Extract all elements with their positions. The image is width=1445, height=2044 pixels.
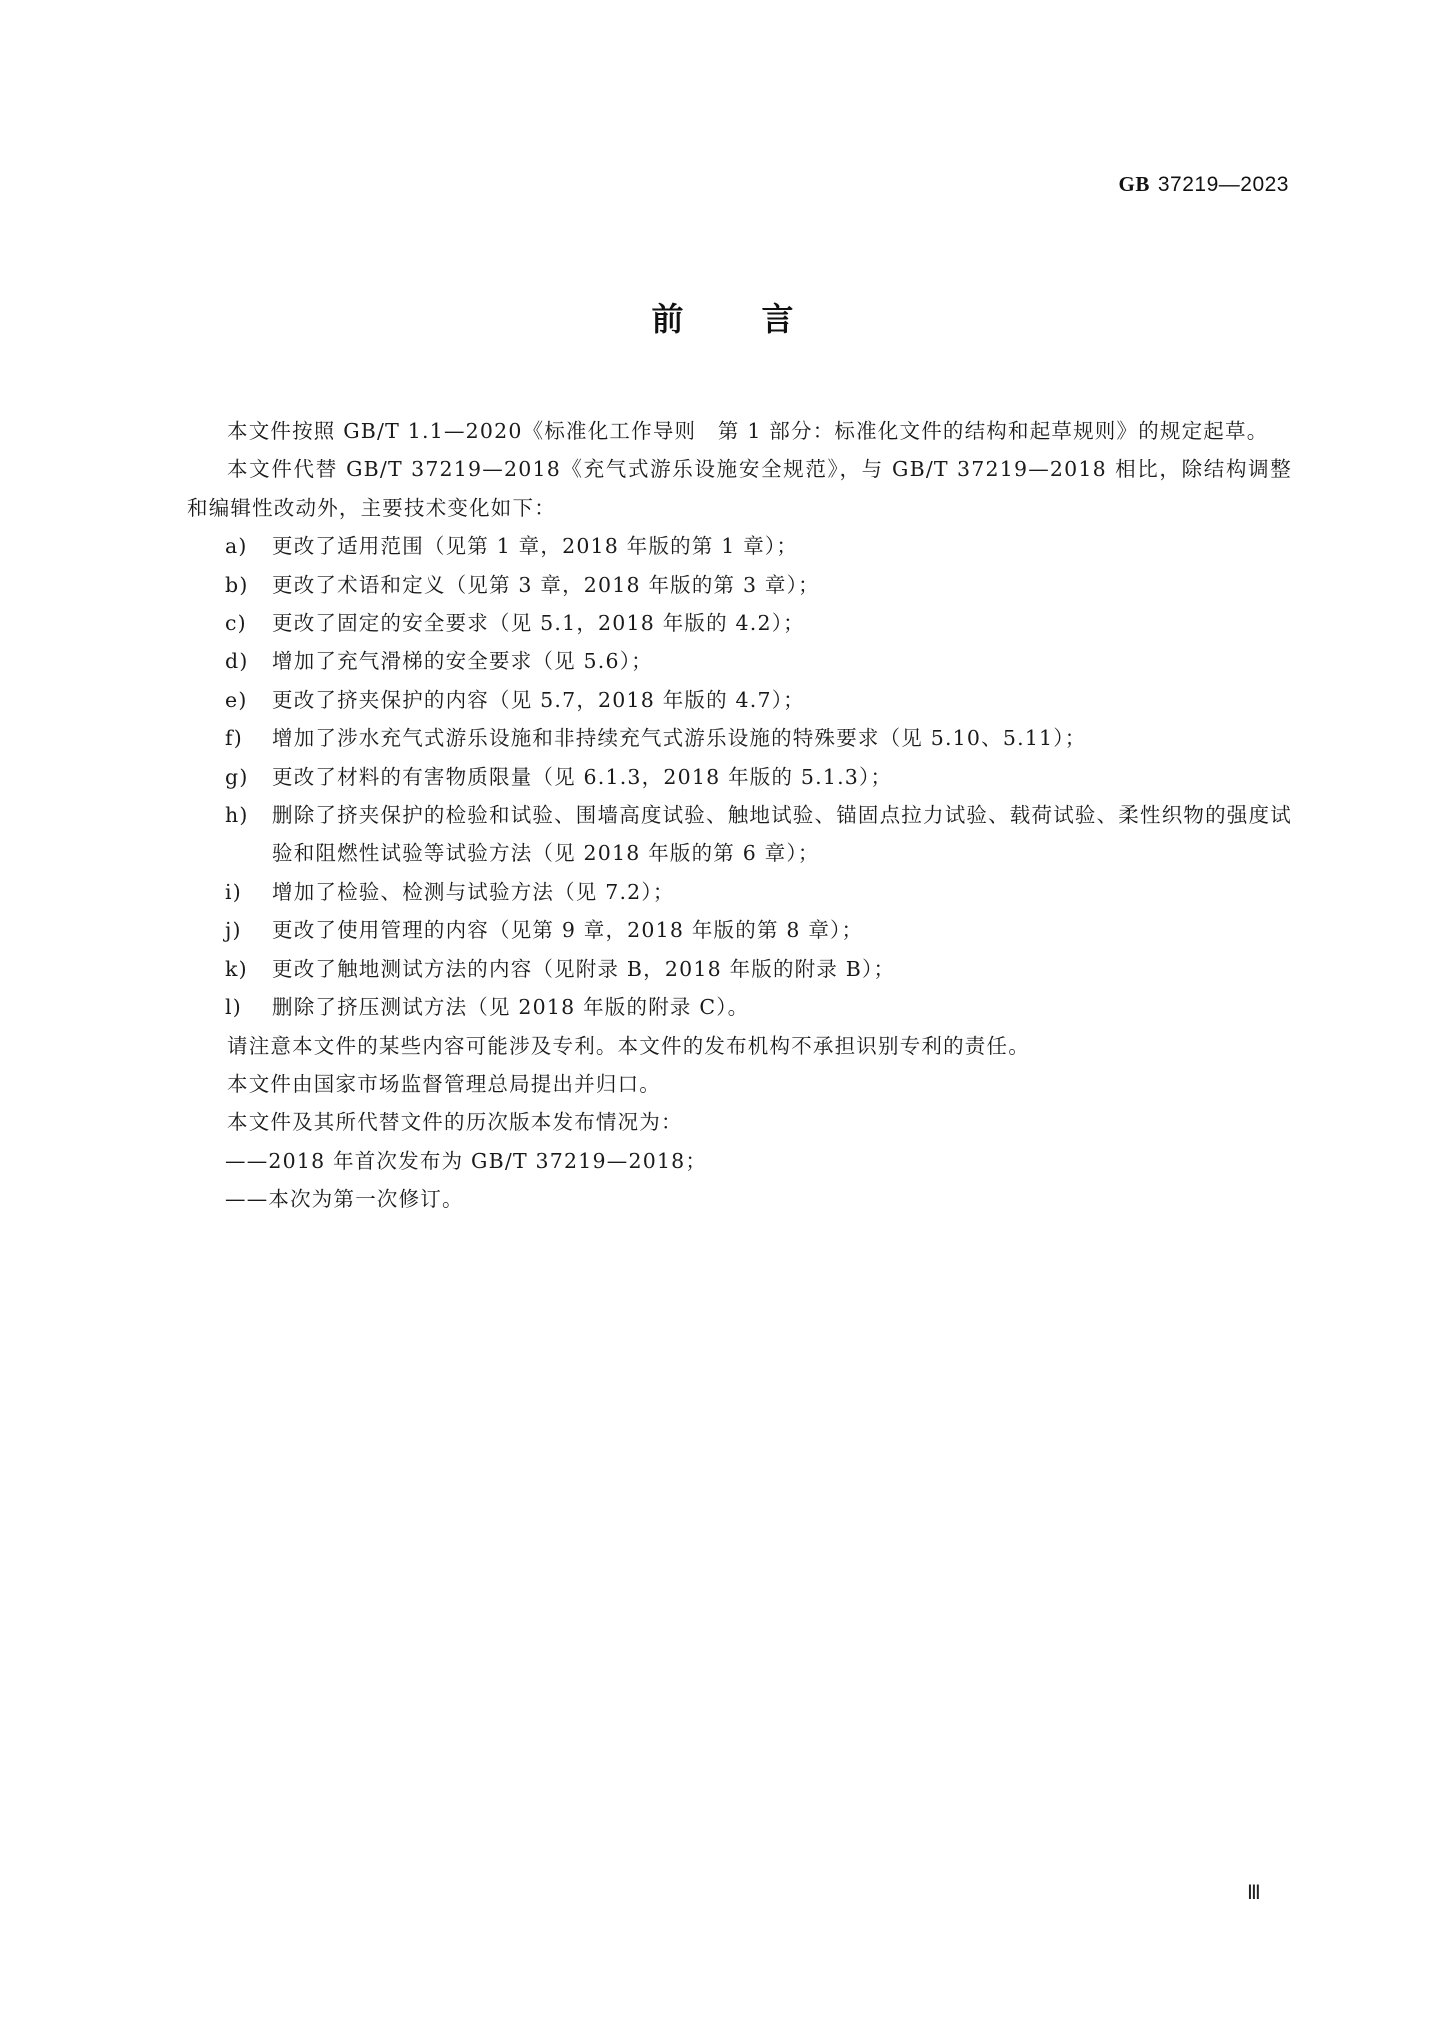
title-char-2: 言 [761,300,794,338]
list-text: 更改了固定的安全要求（见 5.1，2018 年版的 4.2）； [272,611,805,636]
list-item [187,873,1292,911]
list-label: k) [225,956,248,981]
list-text: 删除了挤压测试方法（见 2018 年版的附录 C）。 [272,995,750,1020]
list-item [187,719,1292,757]
title-char-1: 前 [651,300,684,338]
list-item [187,604,1292,642]
list-item [187,758,1292,796]
list-label: b) [225,572,249,597]
list-text: 增加了充气滑梯的安全要求（见 5.6）； [272,649,653,674]
list-text: 更改了挤夹保护的内容（见 5.7，2018 年版的 4.7）； [272,687,805,712]
list-text: 更改了使用管理的内容（见第 9 章，2018 年版的第 8 章）； [272,918,864,943]
page-number: Ⅲ [1247,1882,1260,1904]
patent-notice: 请注意本文件的某些内容可能涉及专利。本文件的发布机构不承担识别专利的责任。 [227,1033,1030,1058]
standard-prefix: GB [1118,172,1150,196]
list-item [187,681,1292,719]
standard-code [1119,172,1289,197]
foreword-body [187,412,1292,1219]
list-item [187,642,1292,680]
list-label: d) [225,649,249,674]
list-label: i) [225,879,242,904]
list-item [187,988,1292,1026]
list-text: 更改了材料的有害物质限量（见 6.1.3，2018 年版的 5.1.3）； [272,764,893,789]
list-text: 删除了挤夹保护的检验和试验、围墙高度试验、触地试验、锚固点拉力试验、载荷试验、柔性织物的强度试验和阻燃性试验等试验方法（见 2018 年版的第 6 章）； [272,803,1292,866]
history-intro: 本文件及其所代替文件的历次版本发布情况为： [227,1110,683,1135]
paragraph-replacement: 本文件代替 GB/T 37219—2018《充气式游乐设施安全规范》，与 GB/T 37219—2018 相比，除结构调整和编辑性改动外，主要技术变化如下： [187,457,1292,520]
list-text: 更改了触地测试方法的内容（见附录 B，2018 年版的附录 B）； [272,956,896,981]
history-item: ——2018 年首次发布为 GB/T 37219—2018； [225,1148,708,1173]
history-item: ——本次为第一次修订。 [225,1187,464,1212]
list-item [187,796,1292,873]
list-label: g) [225,764,249,789]
page-title [0,294,1445,340]
list-label: e) [225,687,248,712]
list-item [187,566,1292,604]
paragraph-drafting-rules: 本文件按照 GB/T 1.1—2020《标准化工作导则 第 1 部分：标准化文件的结构和起草规则》的规定起草。 [227,419,1269,443]
list-item [187,950,1292,988]
list-text: 更改了术语和定义（见第 3 章，2018 年版的第 3 章）； [272,572,820,597]
list-label: j) [225,918,242,943]
list-text: 增加了检验、检测与试验方法（见 7.2）； [272,879,675,904]
list-item [187,911,1292,949]
list-label: c) [225,611,247,636]
changes-list [187,527,1292,1026]
list-text: 增加了涉水充气式游乐设施和非持续充气式游乐设施的特殊要求（见 5.10、5.11）； [272,726,1087,751]
list-text: 更改了适用范围（见第 1 章，2018 年版的第 1 章）； [272,534,799,559]
list-item [187,527,1292,565]
standard-number: 37219—2023 [1157,173,1289,196]
list-label: f) [225,726,243,751]
list-label: h) [225,803,249,828]
list-label: l) [225,995,242,1020]
proposer-notice: 本文件由国家市场监督管理总局提出并归口。 [227,1071,661,1096]
list-label: a) [225,534,248,559]
